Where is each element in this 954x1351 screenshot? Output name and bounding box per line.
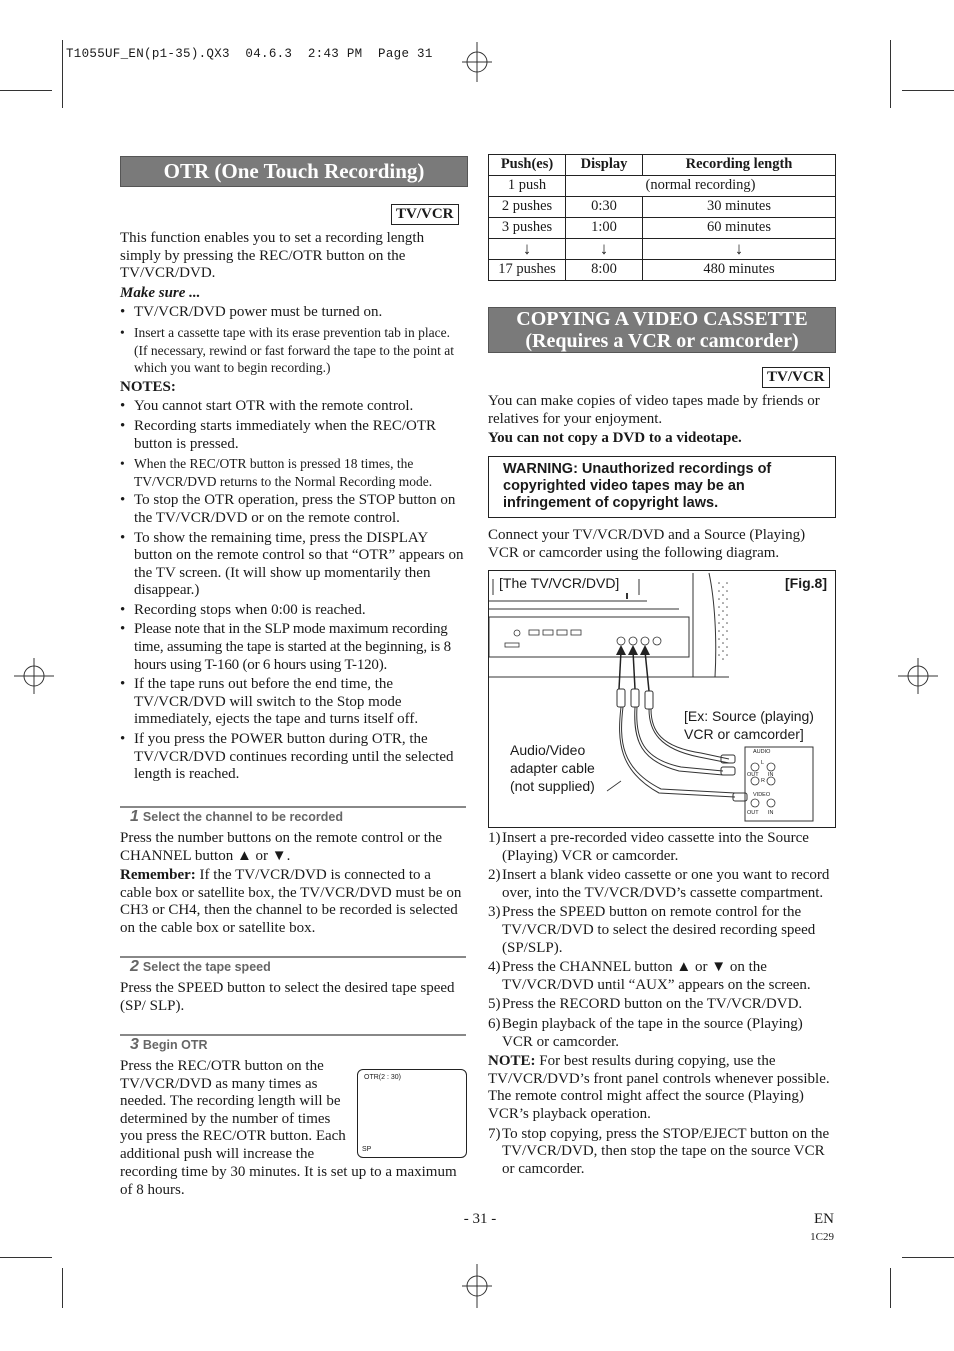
table-cell: ↓ — [643, 239, 836, 260]
table-cell: 17 pushes — [489, 260, 566, 281]
copyright-warning: WARNING: Unauthorized recordings of copyrighted video tapes may be an infringement of copyright laws. — [488, 456, 836, 518]
copy-note — [488, 1053, 836, 1123]
crop-mark — [62, 1268, 63, 1308]
crop-mark — [890, 1268, 891, 1308]
notes-list — [120, 398, 466, 783]
step1-body — [120, 830, 466, 938]
jack-r-label: R — [761, 778, 765, 784]
step2-body: Press the SPEED button to select the desired tape speed (SP/ SLP). — [120, 980, 455, 1014]
copy-no-dvd: You can not copy a DVD to a videotape. — [488, 430, 742, 447]
tv-label: [The TV/VCR/DVD] — [499, 575, 620, 591]
step1-text: Press the number buttons on the remote control or the CHANNEL button ▲ or ▼. — [120, 830, 443, 864]
crop-mark — [890, 40, 891, 108]
cable-label: Audio/Video adapter cable (not supplied) — [510, 742, 595, 794]
table-cell: 30 minutes — [643, 197, 836, 218]
copy-step — [488, 1126, 836, 1179]
notes-label: NOTES: — [120, 378, 176, 395]
step2-number: 2 — [130, 958, 139, 975]
step1-number: 1 — [130, 808, 139, 825]
table-row — [489, 176, 836, 197]
copy-tvvcr-badge: TV/VCR — [762, 367, 830, 388]
table-header-cell: Push(es) — [489, 155, 566, 176]
table-cell: 1 push — [489, 176, 566, 197]
table-cell: 0:30 — [566, 197, 643, 218]
jack-video-label: VIDEO — [753, 792, 771, 798]
step-number: 7) — [488, 1125, 501, 1142]
step-text: Begin playback of the tape in the source (Playing) VCR or camcorder. — [502, 1015, 803, 1050]
print-header: T1055UF_EN(p1-35).QX3 04.6.3 2:43 PM Page 31 — [66, 47, 433, 61]
step2-heading — [130, 958, 271, 977]
connection-diagram — [488, 570, 836, 828]
otr-screen-illustration — [357, 1069, 467, 1158]
note-item: • If the tape runs out before the end time, the TV/VCR/DVD will switch to the Stop mode immediately, ejects the tape and turns itself off. — [120, 676, 466, 729]
make-sure-item: • Insert a cassette tape with its erase prevention tab in place. (If necessary, rewind or fast forward the tape to the point at which you want to begin recording.) — [120, 324, 466, 377]
copy-step — [488, 830, 836, 865]
step3-number: 3 — [130, 1036, 139, 1053]
table-cell: 1:00 — [566, 218, 643, 239]
copy-intro-block — [488, 393, 836, 448]
fig-label: [Fig.8] — [785, 575, 827, 591]
registration-mark-bottom — [460, 1264, 494, 1308]
table-cell: ↓ — [566, 239, 643, 260]
step3-heading — [130, 1036, 208, 1055]
copy-title-line1: COPYING A VIDEO CASSETTE — [516, 308, 808, 330]
copy-step — [488, 959, 836, 994]
language-label: EN — [814, 1211, 834, 1227]
note-item: • If you press the POWER button during OTR, the TV/VCR/DVD continues recording until the selected length is reached. — [120, 731, 466, 784]
step3-title: Begin OTR — [142, 1038, 208, 1052]
otr-screen-top: OTR(2 : 30) — [364, 1074, 401, 1081]
table-row — [489, 218, 836, 239]
step3-text-a: Press the REC/OTR button on the TV/VCR/DVD as many times as needed. The recording length will be determined by the number of times you press the REC/OTR button. Each additional push will increase the — [120, 1058, 346, 1162]
step2-title: Select the tape speed — [142, 960, 271, 974]
step-number: 6) — [488, 1015, 501, 1032]
table-cell: 3 pushes — [489, 218, 566, 239]
table-cell: 60 minutes — [643, 218, 836, 239]
table-row — [489, 239, 836, 260]
step-text: To stop copying, press the STOP/EJECT button on the TV/VCR/DVD, then stop the tape on the source VCR or camcorder. — [502, 1125, 830, 1177]
table-row — [489, 197, 836, 218]
note-item: • Recording stops when 0:00 is reached. — [120, 602, 466, 620]
otr-body — [120, 230, 466, 784]
crop-mark — [0, 1257, 52, 1258]
jack-audio-label: AUDIO — [753, 749, 771, 755]
otr-tvvcr-badge: TV/VCR — [391, 204, 459, 225]
table-cell: 8:00 — [566, 260, 643, 281]
step-number: 3) — [488, 904, 501, 921]
registration-mark-left — [14, 656, 54, 696]
copy-steps — [488, 830, 836, 1178]
note-label: NOTE: — [488, 1053, 536, 1070]
otr-title: OTR (One Touch Recording) — [120, 156, 468, 187]
note-item: • Recording starts immediately when the REC/OTR button is pressed. — [120, 418, 466, 453]
step1-remember — [120, 867, 466, 937]
table-cell: (normal recording) — [566, 176, 836, 197]
crop-mark — [902, 1257, 954, 1258]
page-number: - 31 - — [463, 1211, 497, 1227]
jack-in-label: IN — [768, 810, 774, 816]
copy-connect-text: Connect your TV/VCR/DVD and a Source (Playing) VCR or camcorder using the following diagram. — [488, 527, 806, 561]
table-row — [489, 260, 836, 281]
otr-screen-bottom: SP — [362, 1146, 372, 1153]
registration-mark-right — [898, 656, 938, 696]
jack-l-label: L — [761, 760, 765, 766]
step-text: Insert a blank video cassette or one you want to record over, into the TV/VCR/DVD’s cassette compartment. — [502, 867, 830, 901]
table-header-cell: Recording length — [643, 155, 836, 176]
note-item: • You cannot start OTR with the remote control. — [120, 398, 466, 416]
crop-mark — [62, 40, 63, 108]
copy-title — [488, 307, 836, 353]
step-text: Press the CHANNEL button ▲ or ▼ on the TV/VCR/DVD until “AUX” appears on the screen. — [502, 959, 811, 993]
crop-mark — [902, 90, 954, 91]
remember-label: Remember: — [120, 867, 196, 884]
step-text: Press the RECORD button on the TV/VCR/DVD. — [502, 996, 803, 1013]
make-sure-list — [120, 304, 466, 376]
copy-title-line2: (Requires a VCR or camcorder) — [525, 329, 799, 352]
table-header-row — [489, 155, 836, 176]
step3-text-b: recording time by 30 minutes. It is set up to a maximum of 8 hours. — [120, 1164, 457, 1198]
otr-length-table — [488, 154, 836, 281]
step1-heading — [130, 808, 343, 827]
step-text: Press the SPEED button on remote control for the TV/VCR/DVD to select the desired recording speed (SP/SLP). — [502, 904, 816, 956]
registration-mark-top — [460, 42, 494, 82]
note-item: • Please note that in the SLP mode maximum recording time, assuming the tape is started at the beginning, is 8 hours using T-160 (or 6 hours using T-120). — [120, 621, 466, 674]
step-text: Insert a pre-recorded video cassette into the Source (Playing) VCR or camcorder. — [502, 830, 809, 864]
crop-mark — [0, 90, 52, 91]
make-sure-item: • TV/VCR/DVD power must be turned on. — [120, 304, 466, 322]
note-item: • When the REC/OTR button is pressed 18 times, the TV/VCR/DVD returns to the Normal Recording mode. — [120, 455, 466, 490]
copy-step — [488, 904, 836, 957]
copy-intro: You can make copies of video tapes made by friends or relatives for your enjoyment. — [488, 393, 820, 427]
copy-step — [488, 867, 836, 902]
step-number: 4) — [488, 959, 501, 976]
note-item: • To show the remaining time, press the DISPLAY button on the remote control so that “OTR” appears on the TV screen. (It will show up momentarily then disappear.) — [120, 530, 466, 600]
step-number: 2) — [488, 867, 501, 884]
step-number: 1) — [488, 830, 501, 846]
otr-intro: This function enables you to set a recording length simply by pressing the REC/OTR button on the TV/VCR/DVD. — [120, 230, 425, 282]
note-text: For best results during copying, use the TV/VCR/DVD’s front panel controls whenever possible. The remote control might affect the source (Playing) VCR’s playback operation. — [488, 1053, 830, 1122]
table-cell: ↓ — [489, 239, 566, 260]
step-number: 5) — [488, 996, 501, 1013]
table-cell: 2 pushes — [489, 197, 566, 218]
copy-step — [488, 1016, 836, 1051]
table-header-cell: Display — [566, 155, 643, 176]
make-sure-label: Make sure ... — [120, 284, 201, 301]
source-label: [Ex: Source (playing) VCR or camcorder] — [684, 708, 814, 742]
step1-title: Select the channel to be recorded — [142, 810, 343, 824]
jack-out-label: OUT — [747, 810, 759, 816]
copy-step — [488, 996, 836, 1014]
jack-out-label: OUT — [747, 772, 759, 778]
jack-in-label: IN — [768, 772, 774, 778]
table-cell: 480 minutes — [643, 260, 836, 281]
doc-code: 1C29 — [810, 1231, 834, 1243]
note-item: • To stop the OTR operation, press the STOP button on the TV/VCR/DVD or on the remote control. — [120, 492, 466, 527]
remember-text: If the TV/VCR/DVD is connected to a cable box or satellite box, the TV/VCR/DVD must be on CH3 or CH4, then the channel to be recorded is selected on the cable box or satellite box. — [120, 867, 462, 936]
